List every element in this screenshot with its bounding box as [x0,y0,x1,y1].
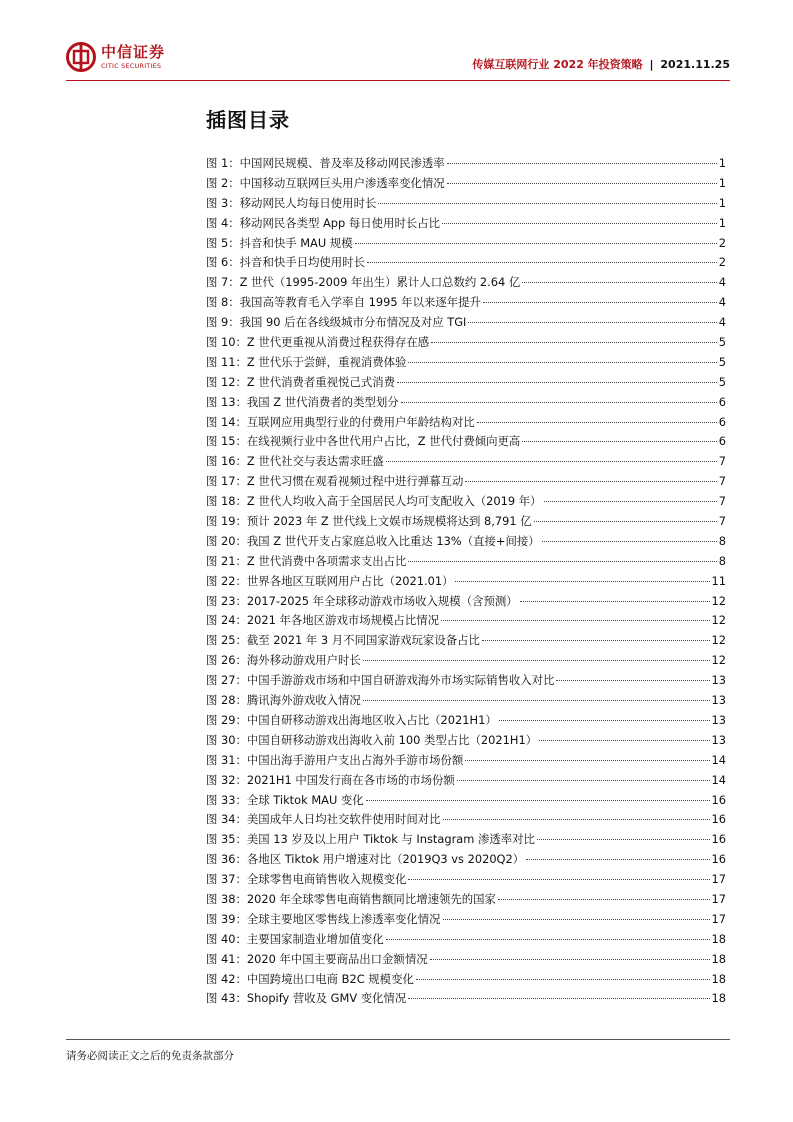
figure-page-number: 18 [711,991,726,1006]
figure-title: 海外移动游戏用户时长 [246,653,361,668]
figure-title: 中国移动互联网巨头用户渗透率变化情况 [239,175,445,190]
figure-title: 美国成年人日均社交软件使用时间对比 [246,812,441,827]
figure-page-number: 16 [711,832,726,847]
figure-title: 2020 年中国主要商品出口金额情况 [246,951,428,966]
dot-leader [386,939,710,940]
figure-page-number: 16 [711,792,726,807]
dot-leader [397,382,717,383]
figure-title: Z 世代习惯在观看视频过程中进行弹幕互动 [246,474,464,489]
figure-number: 图 17： [206,474,247,489]
figure-page-number: 5 [718,354,726,369]
figure-number: 图 29： [206,712,247,727]
figure-title: 在线视频行业中各世代用户占比，Z 世代付费倾向更高 [246,434,521,449]
figure-page-number: 17 [711,911,726,926]
figure-page-number: 13 [711,673,726,688]
dot-leader [441,620,710,621]
figure-title: 全球主要地区零售线上渗透率变化情况 [246,911,441,926]
figure-page-number: 4 [718,275,726,290]
figure-number: 图 41： [206,951,247,966]
figure-number: 图 22： [206,573,247,588]
figure-list-item[interactable] [206,254,726,274]
figure-list-item[interactable] [206,792,726,812]
figure-title: 我国 Z 世代消费者的类型划分 [246,394,399,409]
figure-page-number: 7 [718,494,726,509]
figure-page-number: 18 [711,971,726,986]
figure-list-item[interactable] [206,692,726,712]
dot-leader [447,183,717,184]
dot-leader [457,780,710,781]
figure-title: 主要国家制造业增加值变化 [246,931,384,946]
footer-disclaimer: 请务必阅读正文之后的免责条款部分 [66,1050,234,1062]
figure-list-item[interactable] [206,274,726,294]
figure-number: 图 7： [206,275,240,290]
figure-page-number: 1 [718,195,726,210]
figure-page-number: 12 [711,633,726,648]
header-separator: | [649,58,654,71]
figure-number: 图 32： [206,772,247,787]
figure-list-item[interactable] [206,871,726,891]
footer-divider [66,1039,730,1040]
figure-title: 全球 Tiktok MAU 变化 [246,792,364,807]
figure-page-number: 13 [711,732,726,747]
report-date: 2021.11.25 [660,58,730,71]
figure-page-number: 16 [711,852,726,867]
figure-list [206,155,726,1010]
dot-leader [408,998,709,999]
logo-english-text: CITIC SECURITIES [101,61,162,70]
figure-list-item[interactable] [206,672,726,692]
figure-title: Z 世代社交与表达需求旺盛 [246,454,384,469]
figure-page-number: 13 [711,712,726,727]
figure-list-item[interactable] [206,294,726,314]
dot-leader [401,402,717,403]
figure-page-number: 18 [711,931,726,946]
figure-list-item[interactable] [206,493,726,513]
figure-title: 美国 13 岁及以上用户 Tiktok 与 Instagram 渗透率对比 [246,832,535,847]
citic-securities-logo [66,40,165,74]
dot-leader [498,899,710,900]
figure-list-item[interactable] [206,155,726,175]
figure-number: 图 14： [206,414,247,429]
dot-leader [443,819,710,820]
figure-number: 图 4： [206,215,240,230]
logo-chinese-text: 中信证券 [101,42,166,61]
figure-list-item[interactable] [206,652,726,672]
figure-list-item[interactable] [206,314,726,334]
citic-logo-icon [66,42,96,72]
figure-number: 图 38： [206,891,247,906]
figure-number: 图 42： [206,971,247,986]
figure-page-number: 6 [718,414,726,429]
figure-page-number: 6 [718,434,726,449]
figure-list-item[interactable] [206,593,726,613]
figure-page-number: 16 [711,812,726,827]
dot-leader [542,541,717,542]
figure-list-item[interactable] [206,891,726,911]
figure-title: 腾讯海外游戏收入情况 [246,693,361,708]
figure-list-item[interactable] [206,374,726,394]
figure-number: 图 30： [206,732,247,747]
dot-leader [465,481,716,482]
figure-page-number: 7 [718,454,726,469]
figure-page-number: 14 [711,752,726,767]
figure-number: 图 8： [206,295,240,310]
figure-number: 图 13： [206,394,247,409]
figure-number: 图 34： [206,812,247,827]
dot-leader [556,680,709,681]
figure-title: 中国网民规模、普及率及移动网民渗透率 [239,156,445,170]
figure-title: 互联网应用典型行业的付费用户年龄结构对比 [246,414,475,429]
figure-title: Z 世代（1995-2009 年出生）累计人口总数约 2.64 亿 [239,275,521,290]
figure-number: 图 28： [206,693,247,708]
figure-title: 我国 Z 世代开支占家庭总收入比重达 13%（直接+间接） [246,533,540,548]
figure-title: Shopify 营收及 GMV 变化情况 [246,991,407,1006]
header-divider [66,80,730,81]
figure-number: 图 15： [206,434,247,449]
figure-page-number: 11 [711,573,726,588]
figure-title: 中国跨境出口电商 B2C 规模变化 [246,971,414,986]
figure-number: 图 18： [206,494,247,509]
figure-list-item[interactable] [206,612,726,632]
figure-page-number: 13 [711,693,726,708]
dot-leader [522,441,716,442]
figure-page-number: 18 [711,951,726,966]
figure-number: 图 11： [206,354,247,369]
figure-number: 图 36： [206,852,247,867]
dot-leader [367,262,717,263]
figure-page-number: 12 [711,593,726,608]
figure-number: 图 37： [206,872,247,887]
figure-title: 移动网民人均每日使用时长 [239,195,377,210]
figure-list-item[interactable] [206,195,726,215]
figure-list-item[interactable] [206,752,726,772]
figure-number: 图 1： [206,156,240,170]
dot-leader [522,282,716,283]
figure-title: 2020 年全球零售电商销售额同比增速领先的国家 [246,891,496,906]
figure-page-number: 17 [711,891,726,906]
figure-title: Z 世代消费中各项需求支出占比 [246,553,407,568]
dot-leader [363,700,710,701]
figure-page-number: 5 [718,374,726,389]
figure-number: 图 19： [206,514,247,529]
dot-leader [477,422,717,423]
dot-leader [408,561,716,562]
figure-title: 中国手游游戏市场和中国自研游戏海外市场实际销售收入对比 [246,673,555,688]
figure-list-item[interactable] [206,632,726,652]
figure-page-number: 6 [718,394,726,409]
figure-number: 图 26： [206,653,247,668]
figure-list-item[interactable] [206,971,726,991]
figure-title: 移动网民各类型 App 每日使用时长占比 [239,215,441,230]
figure-list-item[interactable] [206,931,726,951]
figure-number: 图 5： [206,235,240,250]
figure-list-item[interactable] [206,573,726,593]
figure-list-item[interactable] [206,732,726,752]
figure-number: 图 40： [206,931,247,946]
dot-leader [544,501,717,502]
figure-number: 图 9： [206,315,240,330]
dot-leader [537,839,710,840]
figure-page-number: 4 [718,295,726,310]
figure-list-item[interactable] [206,433,726,453]
figure-list-item[interactable] [206,394,726,414]
figure-title: 中国自研移动游戏出海地区收入占比（2021H1） [246,712,497,727]
figure-title: 全球零售电商销售收入规模变化 [246,872,407,887]
figure-title: Z 世代人均收入高于全国居民人均可支配收入（2019 年） [246,494,542,509]
figure-page-number: 1 [718,175,726,190]
figure-title: 2021H1 中国发行商在各市场的市场份额 [246,772,455,787]
figure-list-item[interactable] [206,851,726,871]
dot-leader [455,581,709,582]
figure-page-number: 2 [718,255,726,270]
figure-page-number: 1 [718,156,726,170]
figure-list-item[interactable] [206,533,726,553]
dot-leader [355,243,717,244]
figure-number: 图 43： [206,991,247,1006]
figure-title: 中国出海手游用户支出占海外手游市场份额 [246,752,464,767]
dot-leader [442,223,717,224]
figure-page-number: 7 [718,474,726,489]
dot-leader [430,959,710,960]
figure-list-item[interactable] [206,354,726,374]
figure-list-item[interactable] [206,831,726,851]
figure-list-item[interactable] [206,990,726,1010]
figure-list-item[interactable] [206,175,726,195]
figure-title: 截至 2021 年 3 月不同国家游戏玩家设备占比 [246,633,480,648]
figure-number: 图 31： [206,752,247,767]
figure-list-item[interactable] [206,235,726,255]
dot-leader [386,461,717,462]
dot-leader [483,302,717,303]
figure-page-number: 14 [711,772,726,787]
dot-leader [482,640,710,641]
figure-list-item[interactable] [206,951,726,971]
figure-title: 各地区 Tiktok 用户增速对比（2019Q3 vs 2020Q2） [246,852,525,867]
figure-list-item[interactable] [206,811,726,831]
figure-title: 抖音和快手日均使用时长 [239,255,365,270]
figure-page-number: 12 [711,653,726,668]
figure-page-number: 8 [718,533,726,548]
figure-list-item[interactable] [206,453,726,473]
figure-title: Z 世代乐于尝鲜，重视消费体验 [246,354,407,369]
figure-number: 图 39： [206,911,247,926]
page-title: 插图目录 [206,108,290,132]
dot-leader [520,601,710,602]
dot-leader [366,800,710,801]
figure-number: 图 2： [206,175,240,190]
dot-leader [526,859,709,860]
figure-number: 图 3： [206,195,240,210]
dot-leader [534,521,717,522]
figure-title: 我国 90 后在各线级城市分布情况及对应 TGI [239,315,467,330]
figure-page-number: 17 [711,872,726,887]
figure-title: 我国高等教育毛入学率自 1995 年以来逐年提升 [239,295,481,310]
figure-number: 图 16： [206,454,247,469]
figure-title: Z 世代消费者重视悦己式消费 [246,374,396,389]
figure-number: 图 23： [206,593,247,608]
figure-number: 图 33： [206,792,247,807]
dot-leader [408,879,709,880]
figure-page-number: 12 [711,613,726,628]
figure-number: 图 10： [206,335,247,350]
figure-list-item[interactable] [206,473,726,493]
figure-list-item[interactable] [206,513,726,533]
figure-page-number: 1 [718,215,726,230]
figure-title: 预计 2023 年 Z 世代线上文娱市场规模将达到 8,791 亿 [246,514,532,529]
dot-leader [378,203,716,204]
dot-leader [443,919,710,920]
figure-page-number: 8 [718,553,726,568]
figure-list-item[interactable] [206,414,726,434]
dot-leader [363,660,710,661]
figure-number: 图 20： [206,533,247,548]
dot-leader [499,720,710,721]
figure-number: 图 24： [206,613,247,628]
figure-title: 2021 年各地区游戏市场规模占比情况 [246,613,439,628]
header-report-info [472,56,730,72]
dot-leader [408,362,716,363]
figure-list-item[interactable] [206,712,726,732]
figure-page-number: 7 [718,514,726,529]
figure-list-item[interactable] [206,911,726,931]
figure-number: 图 25： [206,633,247,648]
figure-title: 中国自研移动游戏出海收入前 100 类型占比（2021H1） [246,732,538,747]
figure-list-item[interactable] [206,334,726,354]
figure-title: 抖音和快手 MAU 规模 [239,235,353,250]
dot-leader [447,163,717,164]
figure-number: 图 27： [206,673,247,688]
figure-list-item[interactable] [206,215,726,235]
dot-leader [416,979,710,980]
dot-leader [465,760,709,761]
dot-leader [468,322,716,323]
figure-number: 图 12： [206,374,247,389]
figure-page-number: 4 [718,315,726,330]
figure-list-item[interactable] [206,553,726,573]
dot-leader [431,342,717,343]
dot-leader [539,740,709,741]
figure-title: 2017-2025 年全球移动游戏市场收入规模（含预测） [246,593,518,608]
page-header [66,40,730,78]
report-title: 传媒互联网行业 2022 年投资策略 [472,58,643,71]
figure-page-number: 2 [718,235,726,250]
figure-number: 图 35： [206,832,247,847]
figure-title: 世界各地区互联网用户占比（2021.01） [246,573,454,588]
figure-page-number: 5 [718,335,726,350]
figure-number: 图 21： [206,553,247,568]
figure-title: Z 世代更重视从消费过程获得存在感 [246,335,430,350]
figure-list-item[interactable] [206,772,726,792]
figure-number: 图 6： [206,255,240,270]
